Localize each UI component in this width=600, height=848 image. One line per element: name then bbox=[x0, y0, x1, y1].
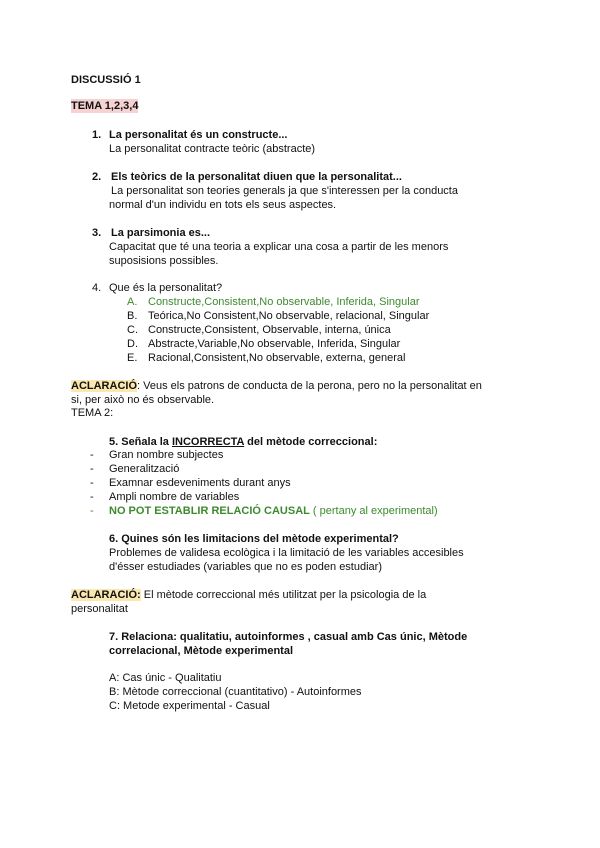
bullet-dash: - bbox=[90, 477, 94, 489]
q3-number: 3. bbox=[92, 227, 102, 239]
q3-answer-line1: Capacitat que té una teoria a explicar una cosa a partir de les menors bbox=[109, 241, 449, 253]
aclaracio-2-line2: personalitat bbox=[71, 603, 128, 615]
q5-question-post: del mètode correccional: bbox=[244, 436, 378, 448]
q5-correct-item bbox=[109, 504, 438, 518]
q2-number: 2. bbox=[92, 171, 102, 183]
q4-option-text: Constructe,Consistent, Observable, interna, única bbox=[148, 324, 391, 336]
q6-answer-line1: Problemes de validesa ecològica i la limitació de les variables accesibles bbox=[109, 547, 464, 559]
q1-question: La personalitat és un constructe... bbox=[109, 129, 288, 141]
q5-item: Examnar esdeveniments durant anys bbox=[109, 477, 291, 489]
document-title: DISCUSSIÓ 1 bbox=[71, 74, 141, 86]
q4-number: 4. bbox=[92, 282, 102, 294]
q7-answer: C: Metode experimental - Casual bbox=[109, 700, 270, 712]
q6-answer-line2: d'ésser estudiades (variables que no es poden estudiar) bbox=[109, 561, 382, 573]
q5-item: Ampli nombre de variables bbox=[109, 491, 240, 503]
q6-question: 6. Quines són les limitacions del mètode experimental? bbox=[109, 533, 399, 545]
bullet-dash: - bbox=[90, 505, 94, 517]
q4-option-letter: A. bbox=[127, 296, 138, 308]
aclaracio-text: El mètode correccional més utilitzat per la psicologia de la bbox=[140, 589, 427, 601]
q7-question-line2: correlacional, Mètode experimental bbox=[109, 645, 294, 657]
q4-option-letter: D. bbox=[127, 338, 138, 350]
bullet-dash: - bbox=[90, 463, 94, 475]
q1-answer: La personalitat contracte teòric (abstracte) bbox=[109, 143, 316, 155]
bullet-dash: - bbox=[90, 449, 94, 461]
q5-item: Generalització bbox=[109, 463, 180, 475]
aclaracio-text: : Veus els patrons de conducta de la perona, pero no la personalitat en bbox=[137, 380, 482, 392]
aclaracio-1-line2: si, per això no és observable. bbox=[71, 394, 215, 406]
q7-answer: B: Mètode correccional (cuantitativo) - Autoinformes bbox=[109, 686, 362, 698]
q5-question-pre: 5. Señala la bbox=[109, 436, 172, 448]
tema-2-heading: TEMA 2: bbox=[71, 407, 114, 419]
q3-question: La parsimonia es... bbox=[111, 227, 211, 239]
q1-number: 1. bbox=[92, 129, 102, 141]
q2-answer-line1: La personalitat son teories generals ja que s'interessen per la conducta bbox=[111, 185, 458, 197]
q7-answer: A: Cas únic - Qualitatiu bbox=[109, 672, 222, 684]
bullet-dash: - bbox=[90, 491, 94, 503]
q4-question: Que és la personalitat? bbox=[109, 282, 223, 294]
tema-heading: TEMA 1,2,3,4 bbox=[71, 100, 139, 112]
q4-option-text: Constructe,Consistent,No observable, Inferida, Singular bbox=[148, 296, 420, 308]
q4-option-letter: C. bbox=[127, 324, 138, 336]
q5-correct-note: ( pertany al experimental) bbox=[309, 505, 438, 517]
q5-correct-answer: NO POT ESTABLIR RELACIÓ CAUSAL bbox=[109, 505, 310, 517]
aclaracio-label: ACLARACIÓ bbox=[71, 380, 137, 392]
q2-answer-line2: normal d'un individu en tots els seus aspectes. bbox=[109, 199, 337, 211]
q4-option-text: Teórica,No Consistent,No observable, relacional, Singular bbox=[148, 310, 430, 322]
q4-option-letter: B. bbox=[127, 310, 138, 322]
q3-answer-line2: suposisions possibles. bbox=[109, 255, 219, 267]
q5-question-emphasis: INCORRECTA bbox=[171, 436, 245, 448]
q5-item: Gran nombre subjectes bbox=[109, 449, 224, 461]
q4-option-letter: E. bbox=[127, 352, 138, 364]
aclaracio-1-line1 bbox=[71, 379, 482, 393]
q2-question: Els teòrics de la personalitat diuen que la personalitat... bbox=[111, 171, 402, 183]
q5-question bbox=[109, 435, 377, 449]
q7-question-line1: 7. Relaciona: qualitatiu, autoinformes , casual amb Cas únic, Mètode bbox=[109, 631, 468, 643]
aclaracio-2-line1 bbox=[71, 588, 426, 602]
q4-option-text: Abstracte,Variable,No observable, Inferida, Singular bbox=[148, 338, 401, 350]
aclaracio-label: ACLARACIÓ: bbox=[71, 589, 141, 601]
q4-option-text: Racional,Consistent,No observable, externa, general bbox=[148, 352, 406, 364]
